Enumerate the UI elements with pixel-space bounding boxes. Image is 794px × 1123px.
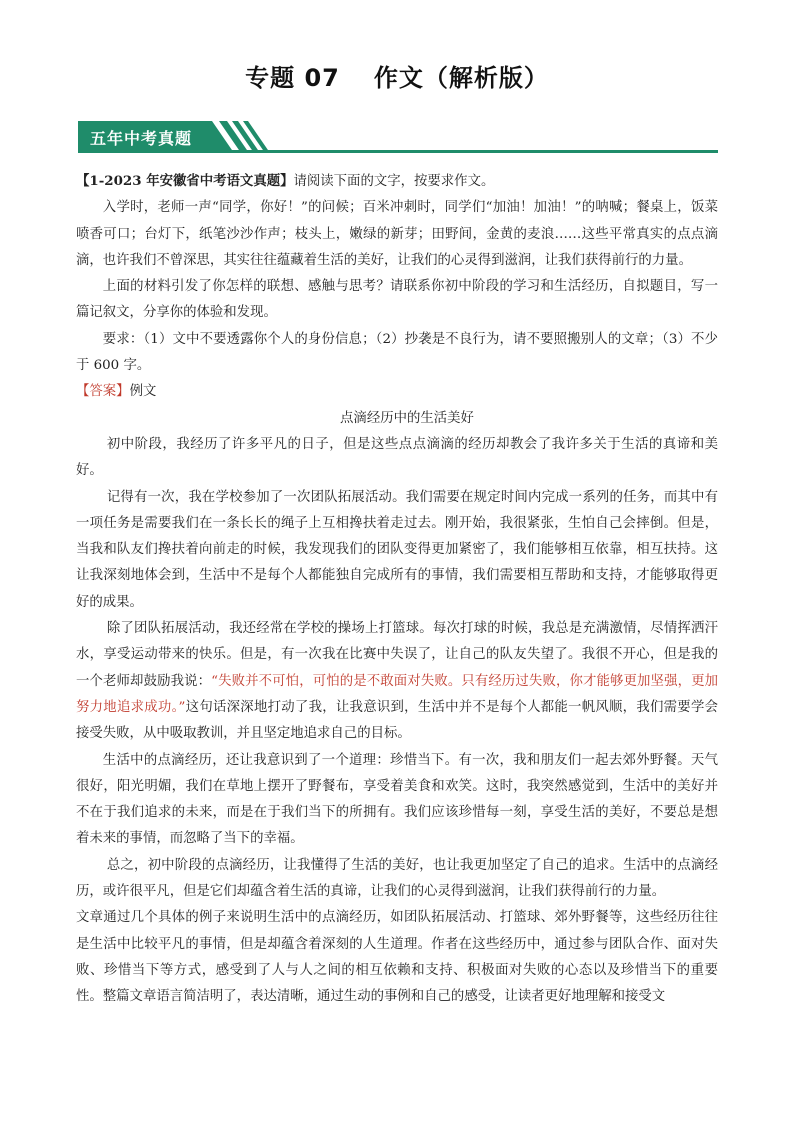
content-body [76,168,718,1011]
essay-paragraph-5: 总之，初中阶段的点滴经历，让我懂得了生活的美好，也让我更加坚定了自己的追求。生活中的点滴经历，或许很平凡，但是它们却蕴含着生活的真谛，让我们的心灵得到滋润，让我们获得前行的力量。 [76,857,718,900]
essay-paragraph-3-after: 这句话深深地打动了我，让我意识到，生活中并不是每个人都能一帆风顺，我们需要学会接受失败，从中吸取教训，并且坚定地追求自己的目标。 [76,699,718,742]
essay-paragraph-3-before: 除了团队拓展活动，我还经常在学校的操场上打篮球。每次打球的时候，我总是充满激情，尽情挥洒汗水，享受运动带来的快乐。但是，有一次我在比赛中失误了，让自己的队友失望了。我很不开心，但是我的一个老师却鼓励我说： [76,621,718,689]
title-topic-name: 作文（解析版） [373,64,549,92]
question-header [76,168,718,195]
question-source: 【1-2023 年安徽省中考语文真题】 [76,173,294,189]
essay-paragraph-2: 记得有一次，我在学校参加了一次团队拓展活动。我们需要在规定时间内完成一系列的任务，而其中有一项任务是需要我们在一条长长的绳子上互相搀扶着走过去。刚开始，我很紧张，生怕自己会摔倒。但是，当我和队友们搀扶着向前走的时候，我发现我们的团队变得更加紧密了，我们能够相互依靠，相互扶持。这让我深刻地体会到，生活中不是每个人都能独自完成所有的事情，我们需要相互帮助和支持，才能够取得更好的成果。 [76,489,718,610]
answer-kind: 例文 [129,384,157,400]
answer-label: 【答案】 [76,384,130,400]
question-prompt: 上面的材料引发了你怎样的联想、感触与思考？请联系你初中阶段的学习和生活经历，自拟题目，写一篇记叙文，分享你的体验和发现。 [76,279,718,321]
page-title [0,58,794,93]
essay-title: 点滴经历中的生活美好 [340,410,474,426]
question-requirements: 要求：（1）文中不要透露你个人的身份信息；（2）抄袭是不良行为，请不要照搬别人的文章；（3）不少于 600 字。 [76,331,718,374]
banner-label: 五年中考真题 [90,129,193,148]
question-material: 入学时，老师一声“同学，你好！”的问候；百米冲刺时，同学们“加油！加油！”的呐喊；餐桌上，饭菜喷香可口；台灯下，纸笔沙沙作声；枝头上，嫩绿的新芽；田野间，金黄的麦浪……这些平常真实的点点滴滴，也许我们不曾深思，其实往往蕴藏着生活的美好，让我们的心灵得到滋润，让我们获得前行的力量。 [76,200,718,268]
essay-paragraph-4: 生活中的点滴经历，还让我意识到了一个道理：珍惜当下。有一次，我和朋友们一起去郊外野餐。天气很好，阳光明媚，我们在草地上摆开了野餐布，享受着美食和欢笑。这时，我突然感觉到，生活中的美好并不在于我们追求的未来，而是在于我们当下的所拥有。我们应该珍惜每一刻，享受生活的美好，不要总是想着未来的事情，而忽略了当下的幸福。 [76,752,718,847]
answer-header [76,379,718,405]
essay-analysis: 文章通过几个具体的例子来说明生活中的点滴经历，如团队拓展活动、打篮球、郊外野餐等，这些经历往往是生活中比较平凡的事情，但是却蕴含着深刻的人生道理。作者在这些经历中，通过参与团队合作、面对失败、珍惜当下等方式，感受到了人与人之间的相互依赖和支持、积极面对失败的心态以及珍惜当下的重要性。整篇文章语言简洁明了，表达清晰，通过生动的事例和自己的感受，让读者更好地理解和接受文 [76,910,718,1005]
question-instruction: 请阅读下面的文字，按要求作文。 [293,174,495,189]
title-topic-number: 专题 07 [245,64,340,92]
teacher-quote: “失败并不可怕，可怕的是不敢面对失败。只有经历过失败，你才能够更加坚强，更加努力地追求成功。” [76,673,719,715]
essay-paragraph-1: 初中阶段，我经历了许多平凡的日子，但是这些点点滴滴的经历却教会了我许多关于生活的真谛和美好。 [76,436,718,479]
section-banner [78,121,718,153]
essay-paragraph-3 [76,616,718,747]
